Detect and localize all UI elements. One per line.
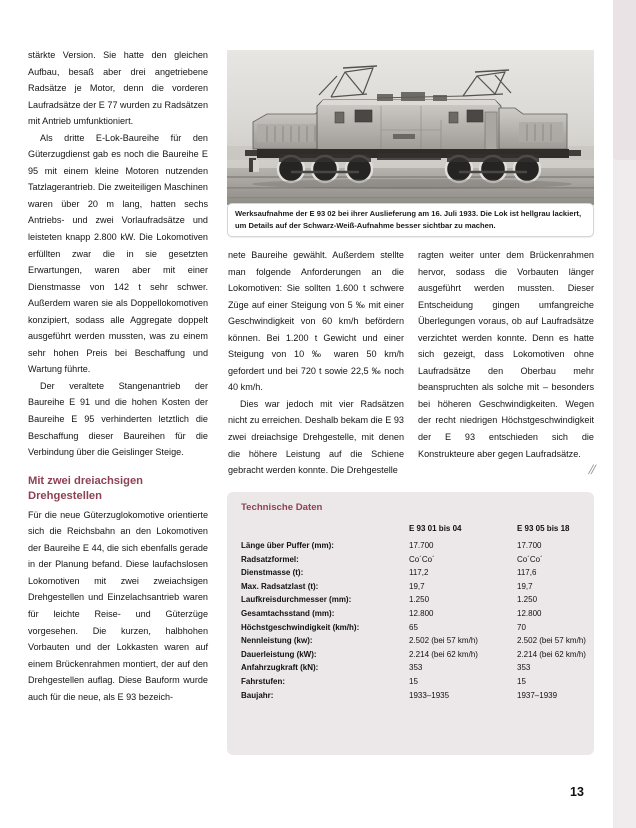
page-number: 13 [570, 785, 584, 799]
row-value-b: 17.700 [517, 541, 542, 550]
table-body [227, 541, 594, 704]
table-row [227, 582, 594, 596]
row-label: Dauerleistung (kW): [241, 649, 317, 659]
technical-data-table [227, 524, 594, 704]
row-label: Nennleistung (kw): [241, 636, 313, 646]
row-label: Baujahr: [241, 690, 274, 700]
table-row [227, 663, 594, 677]
row-label: Höchstgeschwindigkeit (km/h): [241, 622, 360, 632]
row-value-a: 1.250 [409, 595, 430, 605]
chapter-side-tab [613, 0, 636, 828]
photo-caption: Werksaufnahme der E 93 02 bei ihrer Auslieferung am 16. Juli 1933. Die Lok ist hellgrau lackiert, um Details auf der Schwarz-Weiß-Aufnahme besser sichtbar zu machen. [227, 203, 594, 237]
end-of-article-marker-line [418, 462, 597, 480]
row-value-a: 19,7 [409, 581, 425, 591]
row-label: Radsatzformel: [241, 554, 299, 564]
table-row [227, 677, 594, 691]
locomotive-photo-graphic [227, 50, 594, 205]
row-value-b: 1.250 [517, 595, 538, 605]
end-of-article-marker: // [586, 462, 597, 478]
row-label: Anfahrzugkraft (kN): [241, 663, 319, 673]
paragraph: Für die neue Güterzuglokomotive orientierte sich die Reichsbahn an den Lokomotiven der Baureihe E 44, die sich ebenfalls gerade in der Planung befand. Diese laufachslosen Lokomotiven mit zwei zweiachsigen Drehgestellen und Einzelachsantrieb waren für leichte Reise- und Güterzüge vorgesehen. Die kurzen, halbhohen Vorbauten und der Lokkasten waren auf einem Brückenrahmen montiert, der auf den Drehgestellen auflag. Diese Bauform wurde auch für die neue, als E 93 bezeich- [28, 509, 208, 702]
paragraph: Der veraltete Stangenantrieb der Baureihe E 91 und die hohen Kosten der Baureihe E 95 verhinderten letztlich die Beschaffung dieser Baureihen für die Verbindung über die Geislinger Steige. [28, 380, 208, 458]
locomotive-photo-block [227, 50, 594, 205]
paragraph: nete Baureihe gewählt. Außerdem stellte man folgende Anforderungen an die Lokomotiven: Sie sollten 1.600 t schwere Züge auf einer Steigung von 5 ‰ mit einer Geschwindigkeit von 60 km/h befördern können. Bei 1.200 t Gewicht und einer Steigung von 10 ‰ waren 50 km/h gefordert und bei 720 t sowie 22,5 ‰ noch 40 km/h. [228, 250, 404, 393]
row-value-a: 117,2 [409, 568, 429, 578]
table-row [227, 636, 594, 650]
paragraph: Als dritte E-Lok-Baureihe für den Güterzugdienst gab es noch die Baureihe E 95 mit einem kleine Motoren nutzenden Tatzlagerantrieb. Die zweiteiligen Maschinen waren über 20 m lang, hatten sechs Antriebs- und zwei Vorlaufradsätze und leisteten knapp 2.800 kW. Die Lokomotiven erfüllten zwar die in sie gesetzten Erwartungen, waren aber mit einer Dienstmasse von 142 t sehr schwer. Außerdem waren sie als Doppellokomotiven konzipiert, sodass alle Aggregate doppelt ausgeführt werden mussten, was zu einem sehr hohen Preis bei Beschaffung und Wartung führte. [28, 132, 208, 375]
paragraph: ragten weiter unter dem Brückenrahmen hervor, sodass die Vorbauten länger ausgeführt werden mussten. Dieser Entscheidung gingen umfangreiche Überlegungen voraus, ob auf Laufradsätze verzichtet werden konnte. Denn es hatte sich gezeigt, dass Lokomotiven ohne Laufradsätze den Oberbau mehr beanspruchten als solche mit – besonders bei höheren Geschwindigkeiten. Wegen der recht niedrigen Höchstgeschwindigkeit der E 93 entschieden sich die Konstrukteure aber gegen Laufradsätze. [418, 250, 594, 459]
table-header [227, 524, 594, 541]
row-label: Länge über Puffer (mm): [241, 541, 334, 550]
row-value-b: 70 [517, 622, 526, 632]
row-value-a: 65 [409, 622, 418, 632]
row-value-b: 353 [517, 663, 531, 673]
text-column-3 [418, 247, 597, 480]
row-label: Laufkreisdurchmesser (mm): [241, 595, 352, 605]
row-label: Gesamtachsstand (mm): [241, 608, 335, 618]
row-value-a: 2.502 (bei 57 km/h) [409, 636, 478, 646]
table-row [227, 541, 594, 555]
row-value-a: 2.214 (bei 62 km/h) [409, 649, 478, 659]
table-row [227, 650, 594, 664]
row-label: Max. Radsatzlast (t): [241, 581, 319, 591]
row-value-a: 12.800 [409, 608, 434, 618]
column-header-label [227, 524, 409, 541]
row-value-a: 17.700 [409, 541, 434, 550]
technical-data-panel [227, 492, 594, 755]
row-value-b: 2.214 (bei 62 km/h) [517, 649, 586, 659]
column-header-variant-a: E 93 01 bis 04 [409, 524, 462, 533]
row-value-b: 2.502 (bei 57 km/h) [517, 636, 586, 646]
row-value-b: 1937–1939 [517, 690, 558, 700]
row-value-b: Co´Co´ [517, 554, 543, 564]
row-value-a: Co´Co´ [409, 554, 435, 564]
row-value-a: 15 [409, 676, 418, 686]
locomotive-photo [227, 50, 594, 205]
table-row [227, 609, 594, 623]
paragraph: stärkte Version. Sie hatte den gleichen Aufbau, besaß aber drei angetriebene Radsätze je Motor, denn die vorderen Laufradsätze der E 77 wurden zu Radsätzen mit Antrieb umfunktioniert. [28, 50, 208, 127]
row-value-b: 15 [517, 676, 526, 686]
table-row [227, 691, 594, 705]
table-row [227, 555, 594, 569]
side-tab-band-upper [613, 0, 636, 160]
paragraph: Dies war jedoch mit vier Radsätzen nicht zu erreichen. Deshalb bekam die E 93 zwei dreiachsige Drehgestelle, mit denen die höhere Leistung auf die Schiene gebracht werden konnte. Die Drehgestelle [228, 398, 404, 476]
table-row [227, 568, 594, 582]
row-value-b: 117,6 [517, 568, 537, 578]
column-header-variant-b: E 93 05 bis 18 [517, 524, 570, 533]
text-column-2 [228, 247, 404, 479]
technical-data-title: Technische Daten [241, 502, 323, 513]
row-value-b: 12.800 [517, 608, 542, 618]
table-row [227, 595, 594, 609]
section-heading: Mit zwei dreiachsigen Drehgestellen [28, 474, 144, 502]
row-value-a: 353 [409, 663, 423, 673]
side-tab-band-lower [613, 160, 636, 828]
chapter-side-tab-label [615, 0, 634, 12]
table-row [227, 623, 594, 637]
row-value-a: 1933–1935 [409, 690, 450, 700]
row-label: Dienstmasse (t): [241, 568, 304, 578]
row-value-b: 19,7 [517, 581, 533, 591]
row-label: Fahrstufen: [241, 676, 285, 686]
text-column-1 [28, 47, 208, 705]
table-header-row [227, 524, 594, 541]
